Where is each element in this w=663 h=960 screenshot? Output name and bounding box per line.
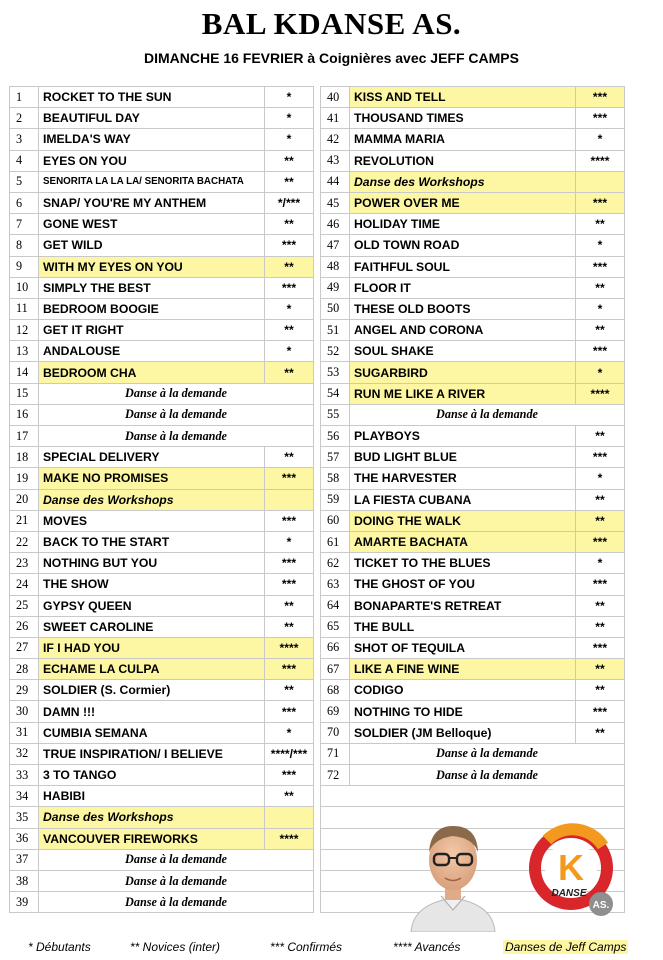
dance-title: ANDALOUSE	[39, 341, 265, 362]
row-number: 21	[10, 510, 39, 531]
row-number: 41	[321, 108, 350, 129]
legend-novices: ** Novices (inter)	[130, 940, 221, 954]
dance-level	[265, 489, 314, 510]
dance-title: PLAYBOYS	[350, 426, 576, 447]
row-number: 7	[10, 214, 39, 235]
row-number: 44	[321, 171, 350, 192]
table-row	[10, 298, 625, 319]
table-row	[10, 235, 625, 256]
column-gap	[314, 743, 321, 764]
row-number: 15	[10, 383, 39, 404]
column-gap	[314, 298, 321, 319]
dance-title: WITH MY EYES ON YOU	[39, 256, 265, 277]
table-row	[10, 108, 625, 129]
row-number: 29	[10, 680, 39, 701]
dance-level	[265, 807, 314, 828]
dance-level: **	[576, 214, 625, 235]
table-row	[10, 595, 625, 616]
row-number: 35	[10, 807, 39, 828]
dance-title: AMARTE BACHATA	[350, 531, 576, 552]
dance-title: THE GHOST OF YOU	[350, 574, 576, 595]
dance-level: ****	[265, 828, 314, 849]
column-gap	[314, 680, 321, 701]
dance-level: **	[265, 256, 314, 277]
dance-title: ECHAME LA CULPA	[39, 659, 265, 680]
column-gap	[314, 150, 321, 171]
dance-title: SPECIAL DELIVERY	[39, 447, 265, 468]
dance-level: ****/***	[265, 743, 314, 764]
table-row	[10, 616, 625, 637]
row-number: 66	[321, 637, 350, 658]
column-gap	[314, 616, 321, 637]
row-number: 16	[10, 404, 39, 425]
workshop-dance: Danse des Workshops	[39, 489, 265, 510]
dance-level: *	[265, 129, 314, 150]
row-number: 5	[10, 171, 39, 192]
dance-level: **	[265, 320, 314, 341]
dance-title: 3 TO TANGO	[39, 765, 265, 786]
row-number: 55	[321, 404, 350, 425]
dance-level: ***	[265, 765, 314, 786]
dance-title: BEDROOM CHA	[39, 362, 265, 383]
dance-title: MAMMA MARIA	[350, 129, 576, 150]
table-row	[10, 129, 625, 150]
row-number: 67	[321, 659, 350, 680]
dance-level: ***	[265, 553, 314, 574]
row-number: 56	[321, 426, 350, 447]
dance-title: OLD TOWN ROAD	[350, 235, 576, 256]
row-number: 27	[10, 637, 39, 658]
row-number: 57	[321, 447, 350, 468]
table-row	[10, 553, 625, 574]
column-gap	[314, 765, 321, 786]
dance-title: GONE WEST	[39, 214, 265, 235]
dance-level: **	[576, 426, 625, 447]
table-row	[10, 87, 625, 108]
dance-level: ***	[576, 108, 625, 129]
row-number: 48	[321, 256, 350, 277]
empty-cell	[321, 786, 625, 807]
column-gap	[314, 277, 321, 298]
dance-level: *	[576, 468, 625, 489]
dance-title: NOTHING BUT YOU	[39, 553, 265, 574]
row-number: 65	[321, 616, 350, 637]
dance-title: KISS AND TELL	[350, 87, 576, 108]
table-row	[10, 765, 625, 786]
dance-level: **	[576, 489, 625, 510]
table-row	[10, 214, 625, 235]
row-number: 45	[321, 192, 350, 213]
column-gap	[314, 659, 321, 680]
row-number: 13	[10, 341, 39, 362]
table-row	[10, 256, 625, 277]
row-number: 42	[321, 129, 350, 150]
page-title: BAL KDANSE AS.	[201, 6, 462, 41]
row-number: 25	[10, 595, 39, 616]
row-number: 6	[10, 192, 39, 213]
row-number: 22	[10, 531, 39, 552]
dance-title: MAKE NO PROMISES	[39, 468, 265, 489]
dance-title: LIKE A FINE WINE	[350, 659, 576, 680]
dance-level: ***	[576, 531, 625, 552]
column-gap	[314, 214, 321, 235]
column-gap	[314, 235, 321, 256]
dance-title: BUD LIGHT BLUE	[350, 447, 576, 468]
dance-title: ROCKET TO THE SUN	[39, 87, 265, 108]
row-number: 61	[321, 531, 350, 552]
dance-title: DOING THE WALK	[350, 510, 576, 531]
dance-level: *	[576, 553, 625, 574]
table-row	[10, 383, 625, 404]
dance-level: *	[576, 362, 625, 383]
dance-title: FAITHFUL SOUL	[350, 256, 576, 277]
row-number: 43	[321, 150, 350, 171]
row-number: 49	[321, 277, 350, 298]
dance-level: **	[265, 680, 314, 701]
dance-title: THE SHOW	[39, 574, 265, 595]
dance-level: *	[265, 87, 314, 108]
column-gap	[314, 553, 321, 574]
dance-level: **	[265, 171, 314, 192]
dance-title: THESE OLD BOOTS	[350, 298, 576, 319]
dance-level: ***	[265, 235, 314, 256]
row-number: 54	[321, 383, 350, 404]
dance-level: **	[265, 150, 314, 171]
dance-level: ***	[576, 637, 625, 658]
dance-level: ****	[265, 637, 314, 658]
column-gap	[314, 828, 321, 849]
dance-title: THOUSAND TIMES	[350, 108, 576, 129]
row-number: 59	[321, 489, 350, 510]
event-subtitle: DIMANCHE 16 FEVRIER à Coignières avec JEFF CAMPS	[144, 50, 519, 66]
dance-on-demand: Danse à la demande	[39, 892, 314, 913]
row-number: 40	[321, 87, 350, 108]
dance-level: *	[265, 722, 314, 743]
row-number: 72	[321, 765, 350, 786]
table-row	[10, 426, 625, 447]
row-number: 63	[321, 574, 350, 595]
dance-title: ANGEL AND CORONA	[350, 320, 576, 341]
row-number: 33	[10, 765, 39, 786]
logo-letter: K	[558, 847, 584, 888]
dance-level: */***	[265, 192, 314, 213]
column-gap	[314, 531, 321, 552]
row-number: 47	[321, 235, 350, 256]
dance-title: SOLDIER (S. Cormier)	[39, 680, 265, 701]
dance-level: ***	[576, 87, 625, 108]
column-gap	[314, 129, 321, 150]
table-row	[10, 637, 625, 658]
dance-title: GET WILD	[39, 235, 265, 256]
dance-level: ***	[576, 341, 625, 362]
dance-level: **	[576, 277, 625, 298]
legend-jeff: Danses de Jeff Camps	[505, 940, 627, 954]
dance-on-demand: Danse à la demande	[39, 426, 314, 447]
row-number: 3	[10, 129, 39, 150]
dance-level: *	[576, 298, 625, 319]
workshop-dance: Danse des Workshops	[39, 807, 265, 828]
row-number: 64	[321, 595, 350, 616]
row-number: 10	[10, 277, 39, 298]
kdanse-logo	[527, 818, 623, 920]
row-number: 34	[10, 786, 39, 807]
column-gap	[314, 786, 321, 807]
table-row	[10, 722, 625, 743]
dance-level: ***	[576, 192, 625, 213]
row-number: 26	[10, 616, 39, 637]
row-number: 18	[10, 447, 39, 468]
column-gap	[314, 870, 321, 891]
table-row	[10, 192, 625, 213]
dance-title: SOLDIER (JM Belloque)	[350, 722, 576, 743]
table-row	[10, 659, 625, 680]
row-number: 20	[10, 489, 39, 510]
table-row	[10, 171, 625, 192]
row-number: 30	[10, 701, 39, 722]
column-gap	[314, 510, 321, 531]
column-gap	[314, 404, 321, 425]
dance-title: FLOOR IT	[350, 277, 576, 298]
row-number: 24	[10, 574, 39, 595]
row-number: 12	[10, 320, 39, 341]
dance-level: *	[265, 298, 314, 319]
row-number: 38	[10, 870, 39, 891]
column-gap	[314, 722, 321, 743]
table-row	[10, 320, 625, 341]
column-gap	[314, 256, 321, 277]
dance-on-demand: Danse à la demande	[39, 870, 314, 891]
row-number: 9	[10, 256, 39, 277]
column-gap	[314, 171, 321, 192]
table-row	[10, 786, 625, 807]
dance-title: HOLIDAY TIME	[350, 214, 576, 235]
row-number: 51	[321, 320, 350, 341]
dance-title: SNAP/ YOU'RE MY ANTHEM	[39, 192, 265, 213]
column-gap	[314, 849, 321, 870]
dance-level: **	[576, 722, 625, 743]
dance-title: REVOLUTION	[350, 150, 576, 171]
row-number: 46	[321, 214, 350, 235]
row-number: 62	[321, 553, 350, 574]
dance-on-demand: Danse à la demande	[350, 765, 625, 786]
column-gap	[314, 595, 321, 616]
legend-avances: **** Avancés	[393, 940, 461, 954]
dance-title: MOVES	[39, 510, 265, 531]
dance-title: IF I HAD YOU	[39, 637, 265, 658]
column-gap	[314, 362, 321, 383]
column-gap	[314, 447, 321, 468]
dance-level: **	[265, 362, 314, 383]
dance-level: *	[576, 129, 625, 150]
row-number: 1	[10, 87, 39, 108]
table-row	[10, 468, 625, 489]
table-row	[10, 404, 625, 425]
row-number: 23	[10, 553, 39, 574]
column-gap	[314, 87, 321, 108]
table-row	[10, 150, 625, 171]
dance-title: CODIGO	[350, 680, 576, 701]
row-number: 28	[10, 659, 39, 680]
dance-title: CUMBIA SEMANA	[39, 722, 265, 743]
table-row	[10, 701, 625, 722]
dance-level	[576, 171, 625, 192]
dance-title: EYES ON YOU	[39, 150, 265, 171]
row-number: 60	[321, 510, 350, 531]
dance-level: ***	[265, 468, 314, 489]
dance-level: ***	[576, 256, 625, 277]
dance-title: RUN ME LIKE A RIVER	[350, 383, 576, 404]
dance-level: ****	[576, 150, 625, 171]
dance-title: THE HARVESTER	[350, 468, 576, 489]
dance-title: NOTHING TO HIDE	[350, 701, 576, 722]
column-gap	[314, 574, 321, 595]
dance-title: THE BULL	[350, 616, 576, 637]
playlist-table	[9, 86, 625, 913]
dance-title: TICKET TO THE BLUES	[350, 553, 576, 574]
legend-debutants: * Débutants	[28, 940, 91, 954]
column-gap	[314, 108, 321, 129]
dance-title: TRUE INSPIRATION/ I BELIEVE	[39, 743, 265, 764]
dance-level: ***	[265, 659, 314, 680]
dance-level: ***	[265, 277, 314, 298]
table-row	[10, 743, 625, 764]
dance-level: **	[265, 616, 314, 637]
dance-title: POWER OVER ME	[350, 192, 576, 213]
row-number: 17	[10, 426, 39, 447]
table-row	[10, 531, 625, 552]
row-number: 31	[10, 722, 39, 743]
dance-on-demand: Danse à la demande	[39, 849, 314, 870]
row-number: 32	[10, 743, 39, 764]
table-row	[10, 277, 625, 298]
row-number: 52	[321, 341, 350, 362]
row-number: 8	[10, 235, 39, 256]
legend-confirmes: *** Confirmés	[270, 940, 343, 954]
row-number: 37	[10, 849, 39, 870]
row-number: 69	[321, 701, 350, 722]
dance-level: ***	[265, 701, 314, 722]
row-number: 4	[10, 150, 39, 171]
dance-title: BEDROOM BOOGIE	[39, 298, 265, 319]
dance-on-demand: Danse à la demande	[350, 404, 625, 425]
column-gap	[314, 637, 321, 658]
row-number: 19	[10, 468, 39, 489]
dance-on-demand: Danse à la demande	[39, 404, 314, 425]
row-number: 39	[10, 892, 39, 913]
dance-title: LA FIESTA CUBANA	[350, 489, 576, 510]
dance-level: ***	[265, 510, 314, 531]
dance-level: ***	[576, 447, 625, 468]
row-number: 70	[321, 722, 350, 743]
row-number: 71	[321, 743, 350, 764]
dance-level: **	[576, 595, 625, 616]
dance-level: **	[576, 616, 625, 637]
column-gap	[314, 320, 321, 341]
dance-title: SENORITA LA LA LA/ SENORITA BACHATA	[39, 171, 265, 192]
column-gap	[314, 426, 321, 447]
dance-on-demand: Danse à la demande	[39, 383, 314, 404]
dance-level: *	[265, 341, 314, 362]
column-gap	[314, 807, 321, 828]
dj-photo	[403, 812, 503, 932]
row-number: 36	[10, 828, 39, 849]
row-number: 11	[10, 298, 39, 319]
table-row	[10, 447, 625, 468]
dance-level: **	[265, 447, 314, 468]
dance-title: SWEET CAROLINE	[39, 616, 265, 637]
table-row	[10, 510, 625, 531]
workshop-dance: Danse des Workshops	[350, 171, 576, 192]
dance-level: **	[265, 595, 314, 616]
dance-level: **	[265, 786, 314, 807]
dance-title: HABIBI	[39, 786, 265, 807]
row-number: 2	[10, 108, 39, 129]
dance-level: *	[576, 235, 625, 256]
dance-title: BACK TO THE START	[39, 531, 265, 552]
dance-title: VANCOUVER FIREWORKS	[39, 828, 265, 849]
column-gap	[314, 383, 321, 404]
dance-level: **	[576, 510, 625, 531]
column-gap	[314, 489, 321, 510]
table-row	[10, 362, 625, 383]
dance-title: GYPSY QUEEN	[39, 595, 265, 616]
row-number: 14	[10, 362, 39, 383]
dance-title: SHOT OF TEQUILA	[350, 637, 576, 658]
column-gap	[314, 892, 321, 913]
dance-title: IMELDA'S WAY	[39, 129, 265, 150]
dance-title: DAMN !!!	[39, 701, 265, 722]
column-gap	[314, 701, 321, 722]
dance-level: **	[265, 214, 314, 235]
dance-title: GET IT RIGHT	[39, 320, 265, 341]
dance-level: **	[576, 680, 625, 701]
dance-on-demand: Danse à la demande	[350, 743, 625, 764]
dance-level: *	[265, 108, 314, 129]
row-number: 68	[321, 680, 350, 701]
row-number: 53	[321, 362, 350, 383]
table-row	[10, 574, 625, 595]
dance-level: *	[265, 531, 314, 552]
table-row	[10, 489, 625, 510]
logo-word: DANSE	[551, 888, 587, 899]
dance-level: ***	[265, 574, 314, 595]
dance-level: **	[576, 659, 625, 680]
dance-level: **	[576, 320, 625, 341]
dance-title: SUGARBIRD	[350, 362, 576, 383]
dance-level: ****	[576, 383, 625, 404]
row-number: 58	[321, 468, 350, 489]
dance-level: ***	[576, 701, 625, 722]
logo-badge: AS.	[592, 900, 610, 911]
table-row	[10, 341, 625, 362]
dance-title: BONAPARTE'S RETREAT	[350, 595, 576, 616]
column-gap	[314, 192, 321, 213]
column-gap	[314, 341, 321, 362]
table-row	[10, 680, 625, 701]
dance-title: BEAUTIFUL DAY	[39, 108, 265, 129]
row-number: 50	[321, 298, 350, 319]
column-gap	[314, 468, 321, 489]
dance-title: SIMPLY THE BEST	[39, 277, 265, 298]
dance-title: SOUL SHAKE	[350, 341, 576, 362]
dance-level: ***	[576, 574, 625, 595]
